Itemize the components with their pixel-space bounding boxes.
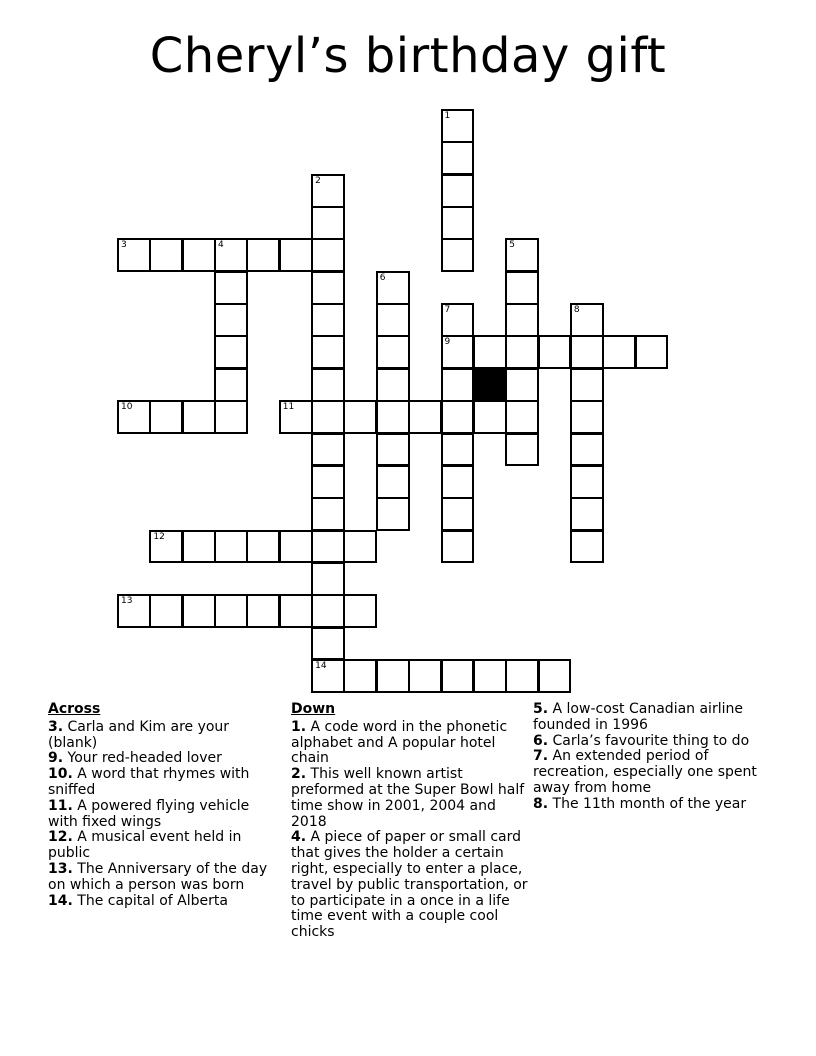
clue-number-label: 14 — [315, 660, 327, 671]
clue-number-label: 11 — [282, 402, 295, 413]
grid-cell[interactable] — [246, 594, 280, 628]
clue-text: Your red-headed lover — [67, 750, 222, 767]
grid-cell[interactable] — [441, 400, 475, 434]
grid-cell[interactable] — [473, 335, 507, 369]
clue-down-1 — [291, 720, 529, 767]
grid-cell[interactable] — [441, 109, 475, 143]
grid-cell[interactable] — [311, 594, 345, 628]
grid-cell[interactable] — [214, 271, 248, 305]
clue-text: A piece of paper or small card that gives the holder a certain right, especially to enter a place, travel by public transportation, or to participate in a once in a life time event with a couple cool chicks — [291, 829, 528, 941]
grid-cell[interactable] — [149, 400, 183, 434]
grid-cell[interactable] — [376, 335, 410, 369]
clue-text: A musical event held in public — [48, 829, 242, 862]
grid-cell[interactable] — [570, 335, 604, 369]
grid-cell[interactable] — [311, 562, 345, 596]
clue-number-label: 1 — [444, 111, 451, 121]
grid-cell[interactable] — [343, 400, 377, 434]
grid-cell[interactable] — [214, 303, 248, 337]
grid-cell[interactable] — [473, 659, 507, 693]
clue-down-6 — [533, 734, 773, 750]
grid-cell[interactable] — [214, 400, 248, 434]
across-heading: Across — [48, 701, 101, 717]
across-clues — [48, 702, 280, 909]
grid-cell[interactable] — [311, 659, 345, 693]
clue-number: 13. — [48, 860, 73, 877]
grid-cell[interactable] — [441, 174, 475, 208]
grid-cell[interactable] — [376, 465, 410, 499]
grid-cell[interactable] — [538, 335, 572, 369]
grid-cell[interactable] — [376, 400, 410, 434]
clue-number: 14. — [48, 892, 73, 909]
clue-number: 3. — [48, 718, 64, 735]
clue-text: Carla and Kim are your (blank) — [48, 718, 230, 751]
clue-text: A powered flying vehicle with fixed wings — [48, 797, 250, 830]
grid-cell[interactable] — [473, 400, 507, 434]
grid-cell[interactable] — [149, 238, 183, 272]
clue-text: The capital of Alberta — [77, 892, 228, 909]
clue-number-label: 8 — [573, 305, 580, 316]
clue-number: 10. — [48, 766, 73, 783]
grid-cell[interactable] — [279, 530, 313, 564]
clue-number: 12. — [48, 829, 73, 846]
clue-text: A word that rhymes with sniffed — [48, 766, 250, 798]
clue-number-label: 2 — [315, 175, 321, 186]
grid-cell[interactable] — [246, 530, 280, 564]
grid-cell[interactable] — [117, 400, 151, 434]
clue-number: 8. — [533, 795, 549, 812]
grid-cell[interactable] — [408, 659, 442, 693]
grid-cell[interactable] — [311, 335, 345, 369]
clue-number-label: 4 — [218, 240, 224, 251]
grid-cell[interactable] — [441, 335, 475, 369]
puzzle-title: Cheryl’s birthday gift — [149, 28, 667, 84]
down-clues-continued — [533, 702, 773, 813]
grid-cell[interactable] — [505, 659, 539, 693]
clue-number: 2. — [291, 766, 307, 783]
grid-cell[interactable] — [376, 497, 410, 531]
grid-cell[interactable] — [311, 530, 345, 564]
grid-cell[interactable] — [311, 303, 345, 337]
clue-number-label: 7 — [444, 305, 451, 316]
clue-across-12 — [48, 830, 280, 862]
grid-cell[interactable] — [441, 433, 475, 467]
grid-cell[interactable] — [311, 400, 345, 434]
grid-cell[interactable] — [279, 238, 313, 272]
grid-cell[interactable] — [343, 530, 377, 564]
grid-cell[interactable] — [602, 335, 636, 369]
clue-number-label: 3 — [121, 240, 127, 251]
clue-text: This well known artist preformed at the Super Bowl half time show in 2001, 2004 and 2018 — [291, 766, 525, 830]
grid-cell[interactable] — [182, 594, 216, 628]
clue-down-8 — [533, 797, 773, 813]
grid-cell[interactable] — [149, 594, 183, 628]
grid-cell[interactable] — [149, 530, 183, 564]
grid-cell[interactable] — [311, 465, 345, 499]
grid-cell[interactable] — [311, 174, 345, 208]
clue-number: 9. — [48, 750, 64, 767]
grid-cell[interactable] — [214, 368, 248, 402]
grid-cell[interactable] — [182, 238, 216, 272]
clue-down-7 — [533, 749, 773, 796]
grid-cell[interactable] — [441, 368, 475, 402]
grid-cell[interactable] — [441, 497, 475, 531]
grid-cell[interactable] — [214, 335, 248, 369]
clue-number: 5. — [533, 701, 549, 717]
clue-number-label: 10 — [121, 402, 133, 413]
clue-down-2 — [291, 767, 529, 830]
clue-number-label: 12 — [153, 531, 165, 542]
down-clues — [291, 702, 529, 941]
grid-cell[interactable] — [505, 271, 539, 305]
grid-cell[interactable] — [441, 141, 475, 175]
grid-cell[interactable] — [570, 400, 604, 434]
grid-cell[interactable] — [635, 335, 669, 369]
clue-down-5 — [533, 702, 773, 734]
down-heading: Down — [291, 701, 336, 717]
block-cell — [473, 368, 507, 402]
grid-cell[interactable] — [311, 368, 345, 402]
clue-text: Carla’s favourite thing to do — [552, 732, 750, 749]
clue-across-13 — [48, 862, 280, 894]
clue-text: A code word in the phonetic alphabet and A popular hotel chain — [291, 718, 508, 767]
grid-cell[interactable] — [505, 368, 539, 402]
clue-across-11 — [48, 799, 280, 831]
clue-across-14 — [48, 894, 280, 910]
clue-number: 6. — [533, 732, 549, 749]
clue-text: The 11th month of the year — [552, 795, 747, 812]
grid-cell[interactable] — [505, 433, 539, 467]
grid-cell[interactable] — [505, 238, 539, 272]
grid-cell[interactable] — [505, 303, 539, 337]
grid-cell[interactable] — [441, 659, 475, 693]
clue-number-label: 5 — [509, 240, 515, 251]
clue-number-label: 13 — [121, 596, 133, 607]
grid-cell[interactable] — [182, 400, 216, 434]
clue-number: 1. — [291, 718, 307, 735]
grid-cell[interactable] — [117, 594, 151, 628]
clue-number-label: 9 — [444, 337, 451, 348]
grid-cell[interactable] — [376, 303, 410, 337]
grid-cell[interactable] — [408, 400, 442, 434]
clue-across-10 — [48, 767, 280, 799]
clue-down-4 — [291, 830, 529, 941]
grid-cell[interactable] — [311, 433, 345, 467]
grid-cell[interactable] — [441, 303, 475, 337]
grid-cell[interactable] — [376, 271, 410, 305]
grid-cell[interactable] — [570, 530, 604, 564]
grid-cell[interactable] — [311, 271, 345, 305]
grid-cell[interactable] — [376, 433, 410, 467]
grid-cell[interactable] — [214, 238, 248, 272]
grid-cell[interactable] — [505, 335, 539, 369]
grid-cell[interactable] — [214, 530, 248, 564]
grid-cell[interactable] — [570, 465, 604, 499]
grid-cell[interactable] — [441, 465, 475, 499]
clue-across-3 — [48, 720, 280, 752]
clue-text: The Anniversary of the day on which a person was born — [48, 860, 268, 893]
clue-across-9 — [48, 751, 280, 767]
grid-cell[interactable] — [117, 238, 151, 272]
grid-cell[interactable] — [343, 659, 377, 693]
clue-number: 11. — [48, 797, 73, 814]
grid-cell[interactable] — [311, 497, 345, 531]
grid-cell[interactable] — [505, 400, 539, 434]
grid-cell[interactable] — [570, 497, 604, 531]
grid-cell[interactable] — [279, 594, 313, 628]
grid-cell[interactable] — [441, 238, 475, 272]
grid-cell[interactable] — [570, 433, 604, 467]
grid-cell[interactable] — [246, 238, 280, 272]
grid-cell[interactable] — [441, 530, 475, 564]
grid-cell[interactable] — [311, 238, 345, 272]
clue-number: 4. — [291, 829, 307, 846]
grid-cell[interactable] — [376, 659, 410, 693]
grid-cell[interactable] — [311, 627, 345, 661]
grid-cell[interactable] — [182, 530, 216, 564]
grid-cell[interactable] — [343, 594, 377, 628]
clue-number: 7. — [533, 748, 549, 765]
grid-cell[interactable] — [279, 400, 313, 434]
clue-text: An extended period of recreation, especially one spent away from home — [533, 748, 757, 796]
grid-cell[interactable] — [311, 206, 345, 240]
grid-cell[interactable] — [214, 594, 248, 628]
clue-number-label: 6 — [379, 272, 386, 283]
grid-cell[interactable] — [376, 368, 410, 402]
grid-cell[interactable] — [570, 368, 604, 402]
grid-cell[interactable] — [441, 206, 475, 240]
grid-cell[interactable] — [538, 659, 572, 693]
clue-text: A low-cost Canadian airline founded in 1996 — [533, 701, 743, 733]
grid-cell[interactable] — [570, 303, 604, 337]
